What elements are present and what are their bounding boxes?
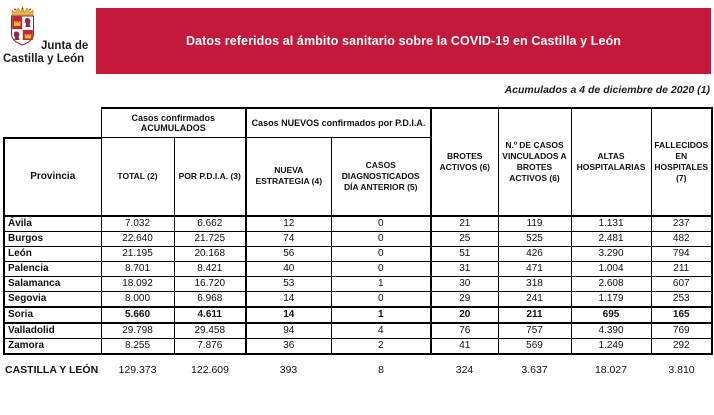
castilla-leon-crest-icon <box>9 6 36 46</box>
value-cell: 22.640 <box>101 231 174 246</box>
col-header-casos-vinculados: N.º DE CASOS VINCULADOS A BROTES ACTIVOS (6) <box>498 108 571 216</box>
total-cell: 8 <box>378 363 384 376</box>
value-cell: 237 <box>651 216 712 232</box>
value-cell: 0 <box>331 231 431 246</box>
value-cell: 21.195 <box>101 246 174 261</box>
value-cell: 1.004 <box>571 261 651 276</box>
value-cell: 0 <box>331 216 431 232</box>
value-cell: 1.249 <box>571 338 651 354</box>
value-cell: 94 <box>246 323 331 339</box>
table-row <box>4 307 712 323</box>
table-row <box>4 276 712 291</box>
junta-logo <box>3 5 97 67</box>
value-cell: 41 <box>431 338 498 354</box>
value-cell: 211 <box>498 307 571 323</box>
province-cell: León <box>4 246 101 261</box>
province-cell: Zamora <box>4 338 101 354</box>
value-cell: 30 <box>431 276 498 291</box>
value-cell: 74 <box>246 231 331 246</box>
col-header-brotes-activos: BROTES ACTIVOS (6) <box>431 108 498 216</box>
value-cell: 7.032 <box>101 216 174 232</box>
value-cell: 56 <box>246 246 331 261</box>
value-cell: 14 <box>246 291 331 307</box>
total-row-label: CASTILLA Y LEÓN <box>5 363 99 376</box>
value-cell: 8.000 <box>101 291 174 307</box>
value-cell: 794 <box>651 246 712 261</box>
value-cell: 21.725 <box>174 231 246 246</box>
value-cell: 0 <box>331 291 431 307</box>
value-cell: 4 <box>331 323 431 339</box>
value-cell: 18.092 <box>101 276 174 291</box>
value-cell: 253 <box>651 291 712 307</box>
table-row <box>4 261 712 276</box>
value-cell: 2.608 <box>571 276 651 291</box>
total-cell: 3.810 <box>668 363 695 376</box>
value-cell: 1 <box>331 276 431 291</box>
col-header-nueva-estrategia: NUEVA ESTRATEGIA (4) <box>246 138 331 216</box>
value-cell: 29 <box>431 291 498 307</box>
province-cell: Soria <box>4 307 101 323</box>
value-cell: 8.701 <box>101 261 174 276</box>
value-cell: 0 <box>331 261 431 276</box>
value-cell: 8.421 <box>174 261 246 276</box>
table-body <box>4 216 712 354</box>
province-cell: Burgos <box>4 231 101 246</box>
province-cell: Valladolid <box>4 323 101 339</box>
corner-blank-cell <box>4 108 101 138</box>
value-cell: 569 <box>498 338 571 354</box>
province-cell: Ávila <box>4 216 101 232</box>
province-cell: Segovia <box>4 291 101 307</box>
table-row <box>4 291 712 307</box>
table-row <box>4 231 712 246</box>
value-cell: 12 <box>246 216 331 232</box>
group-header-accumulated: Casos confirmados ACUMULADOS <box>101 108 246 138</box>
title-banner <box>96 8 711 74</box>
total-cell: 324 <box>455 363 474 376</box>
province-cell: Palencia <box>4 261 101 276</box>
value-cell: 4.611 <box>174 307 246 323</box>
value-cell: 292 <box>651 338 712 354</box>
value-cell: 20.168 <box>174 246 246 261</box>
total-cell: 18.027 <box>594 363 628 376</box>
value-cell: 426 <box>498 246 571 261</box>
value-cell: 14 <box>246 307 331 323</box>
value-cell: 757 <box>498 323 571 339</box>
value-cell: 7.876 <box>174 338 246 354</box>
col-header-altas-hospitalarias: ALTAS HOSPITALARIAS <box>571 108 651 216</box>
table-row <box>4 246 712 261</box>
value-cell: 695 <box>571 307 651 323</box>
province-cell: Salamanca <box>4 276 101 291</box>
value-cell: 8.255 <box>101 338 174 354</box>
value-cell: 76 <box>431 323 498 339</box>
col-header-por-pdia: POR P.D.I.A. (3) <box>174 138 246 216</box>
value-cell: 29.798 <box>101 323 174 339</box>
logo-text-line2: Castilla y León <box>3 53 85 65</box>
value-cell: 6.662 <box>174 216 246 232</box>
value-cell: 51 <box>431 246 498 261</box>
title-banner-text: Datos referidos al ámbito sanitario sobre la COVID-19 en Castilla y León <box>185 34 622 48</box>
col-header-total: TOTAL (2) <box>101 138 174 216</box>
value-cell: 525 <box>498 231 571 246</box>
value-cell: 482 <box>651 231 712 246</box>
col-header-diagnosticados-dia-anterior: CASOS DIAGNOSTICADOS DÍA ANTERIOR (5) <box>331 138 431 216</box>
table-row <box>4 216 712 232</box>
value-cell: 0 <box>331 246 431 261</box>
value-cell: 21 <box>431 216 498 232</box>
total-cell: 129.373 <box>118 363 157 376</box>
value-cell: 241 <box>498 291 571 307</box>
value-cell: 6.968 <box>174 291 246 307</box>
table-row <box>4 323 712 339</box>
value-cell: 4.390 <box>571 323 651 339</box>
group-header-new-cases: Casos NUEVOS confirmados por P.D.I.A. <box>246 108 431 138</box>
col-header-fallecidos: FALLECIDOS EN HOSPITALES (7) <box>651 108 712 216</box>
total-cell: 122.609 <box>191 363 229 376</box>
value-cell: 607 <box>651 276 712 291</box>
value-cell: 53 <box>246 276 331 291</box>
value-cell: 36 <box>246 338 331 354</box>
value-cell: 20 <box>431 307 498 323</box>
value-cell: 2 <box>331 338 431 354</box>
value-cell: 1.179 <box>571 291 651 307</box>
value-cell: 1 <box>331 307 431 323</box>
value-cell: 769 <box>651 323 712 339</box>
total-cell: 3.637 <box>521 363 548 376</box>
covid-data-table <box>3 107 713 379</box>
value-cell: 5.660 <box>101 307 174 323</box>
value-cell: 318 <box>498 276 571 291</box>
value-cell: 31 <box>431 261 498 276</box>
value-cell: 40 <box>246 261 331 276</box>
value-cell: 1.131 <box>571 216 651 232</box>
value-cell: 16.720 <box>174 276 246 291</box>
accumulated-date-note: Acumulados a 4 de diciembre de 2020 (1) <box>504 84 710 96</box>
value-cell: 3.290 <box>571 246 651 261</box>
value-cell: 165 <box>651 307 712 323</box>
logo-text-line1: Junta de <box>41 40 89 52</box>
group-header-row <box>4 108 712 138</box>
col-header-provincia: Provincia <box>4 138 101 216</box>
table-total-row <box>4 354 712 379</box>
value-cell: 119 <box>498 216 571 232</box>
value-cell: 211 <box>651 261 712 276</box>
value-cell: 2.481 <box>571 231 651 246</box>
table-row <box>4 338 712 354</box>
value-cell: 25 <box>431 231 498 246</box>
total-cell: 393 <box>279 363 298 376</box>
value-cell: 471 <box>498 261 571 276</box>
value-cell: 29.458 <box>174 323 246 339</box>
